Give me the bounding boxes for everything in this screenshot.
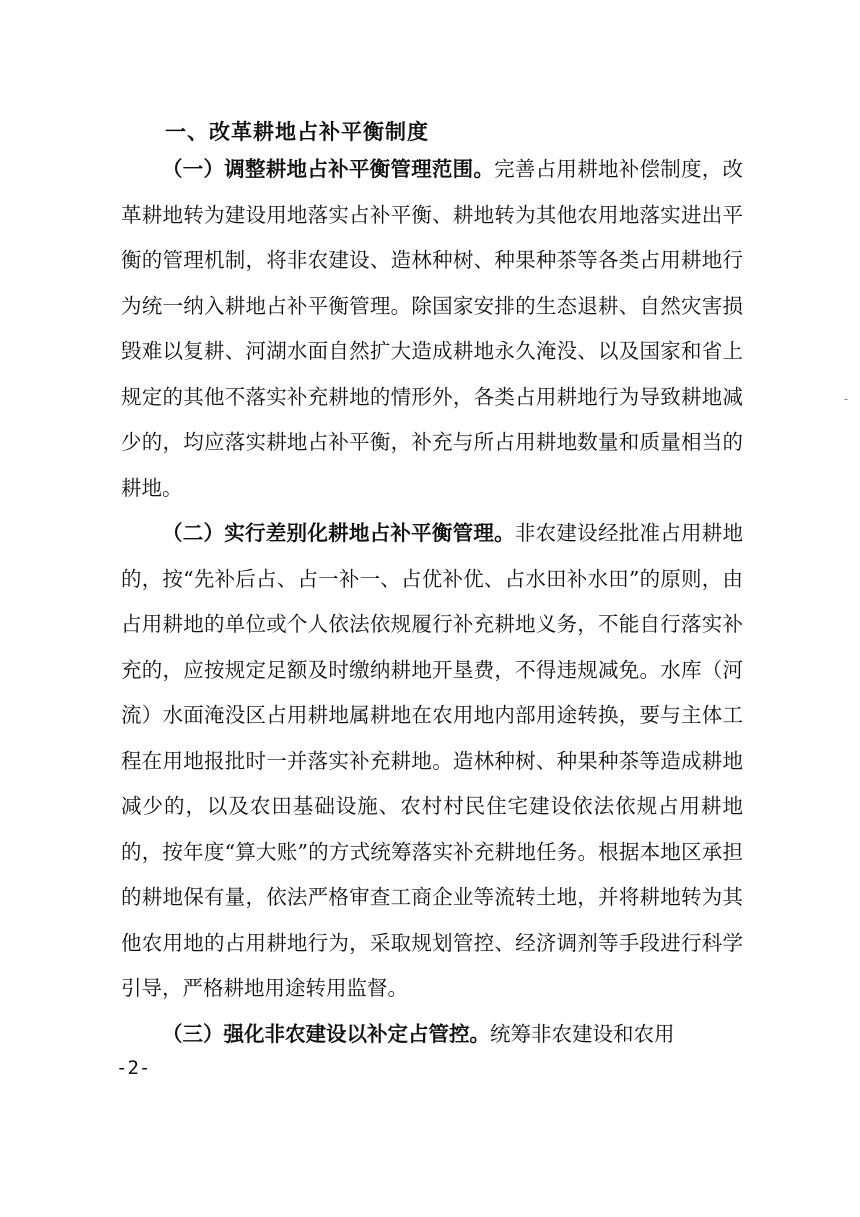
paragraph-2-heading: （二）实行差别化耕地占补平衡管理。 (162, 521, 515, 545)
paragraph-1 (121, 147, 743, 511)
scan-margin-mark: - (844, 392, 849, 406)
paragraph-1-heading: （一）调整耕地占补平衡管理范围。 (162, 157, 495, 181)
paragraph-1-text: 完善占用耕地补偿制度，改革耕地转为建设用地落实占补平衡、耕地转为其他农用地落实进出平衡的管理机制，将非农建设、造林种树、种果种茶等各类占用耕地行为统一纳入耕地占补平衡管理。除国家安排的生态退耕、自然灾害损毁难以复耕、河湖水面自然扩大造成耕地永久淹没、以及国家和省上规定的其他不落实补充耕地的情形外，各类占用耕地行为导致耕地减少的，均应落实耕地占补平衡，补充与所占用耕地数量和质量相当的耕地。 (121, 157, 744, 500)
paragraph-3 (121, 1012, 743, 1058)
page-number: -2- (116, 1057, 151, 1079)
paragraph-3-heading: （三）强化非农建设以补定占管控。 (162, 1021, 490, 1046)
paragraph-3-text: 统筹非农建设和农用 (490, 1021, 675, 1046)
section-heading: 一、改革耕地占补平衡制度 (165, 119, 429, 144)
document-body (121, 147, 743, 1057)
paragraph-2-text: 非农建设经批准占用耕地的，按“先补后占、占一补一、占优补优、占水田补水田”的原则，由占用耕地的单位或个人依法依规履行补充耕地义务，不能自行落实补充的，应按规定足额及时缴纳耕地开垦费，不得违规减免。水库（河流）水面淹没区占用耕地属耕地在农用地内部用途转换，要与主体工程在用地报批时一并落实补充耕地。造林种树、种果种茶等造成耕地减少的，以及农田基础设施、农村村民住宅建设依法依规占用耕地的，按年度“算大账”的方式统筹落实补充耕地任务。根据本地区承担的耕地保有量，依法严格审查工商企业等流转土地，并将耕地转为其他农用地的占用耕地行为，采取规划管控、经济调剂等手段进行科学引导，严格耕地用途转用监督。 (121, 521, 743, 1000)
paragraph-2 (121, 511, 743, 1012)
